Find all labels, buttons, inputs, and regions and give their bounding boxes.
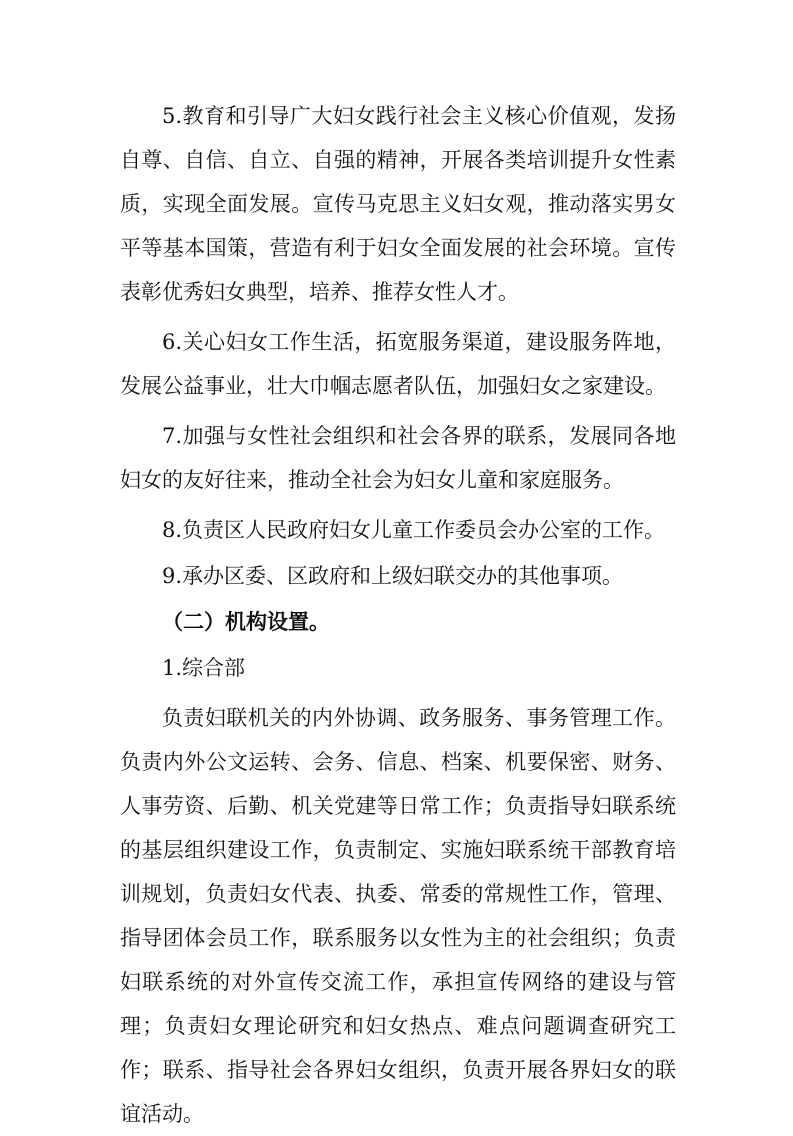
section-heading: （二）机构设置。 [162, 610, 330, 634]
paragraph-duty-7: 7.加强与女性社会组织和社会各界的联系，发展同各地妇女的友好往来，推动全社会为妇女儿童和家庭服务。 [120, 424, 676, 492]
department-description: 负责妇联机关的内外协调、政务服务、事务管理工作。负责内外公文运转、会务、信息、档案、机要保密、财务、人事劳资、后勤、机关党建等日常工作；负责指导妇联系统的基层组织建设工作，负责制定、实施妇联系统干部教育培训规划，负责妇女代表、执委、常委的常规性工作，管理、指导团体会员工作，联系服务以女性为主的社会组织；负责妇联系统的对外宣传交流工作，承担宣传网络的建设与管理；负责妇女理论研究和妇女热点、难点问题调查研究工作；联系、指导社会各界妇女组织，负责开展各界妇女的联谊活动。 [120, 706, 676, 1126]
paragraph-duty-9: 9.承办区委、区政府和上级妇联交办的其他事项。 [162, 564, 624, 588]
department-title: 1.综合部 [162, 656, 246, 680]
paragraph-duty-6: 6.关心妇女工作生活，拓宽服务渠道，建设服务阵地，发展公益事业，壮大巾帼志愿者队伍，加强妇女之家建设。 [120, 330, 676, 398]
paragraph-duty-8: 8.负责区人民政府妇女儿童工作委员会办公室的工作。 [162, 518, 666, 542]
paragraph-duty-5: 5.教育和引导广大妇女践行社会主义核心价值观，发扬自尊、自信、自立、自强的精神，开展各类培训提升女性素质，实现全面发展。宣传马克思主义妇女观，推动落实男女平等基本国策，营造有利于妇女全面发展的社会环境。宣传表彰优秀妇女典型，培养、推荐女性人才。 [120, 104, 676, 304]
text-block [120, 94, 676, 1136]
